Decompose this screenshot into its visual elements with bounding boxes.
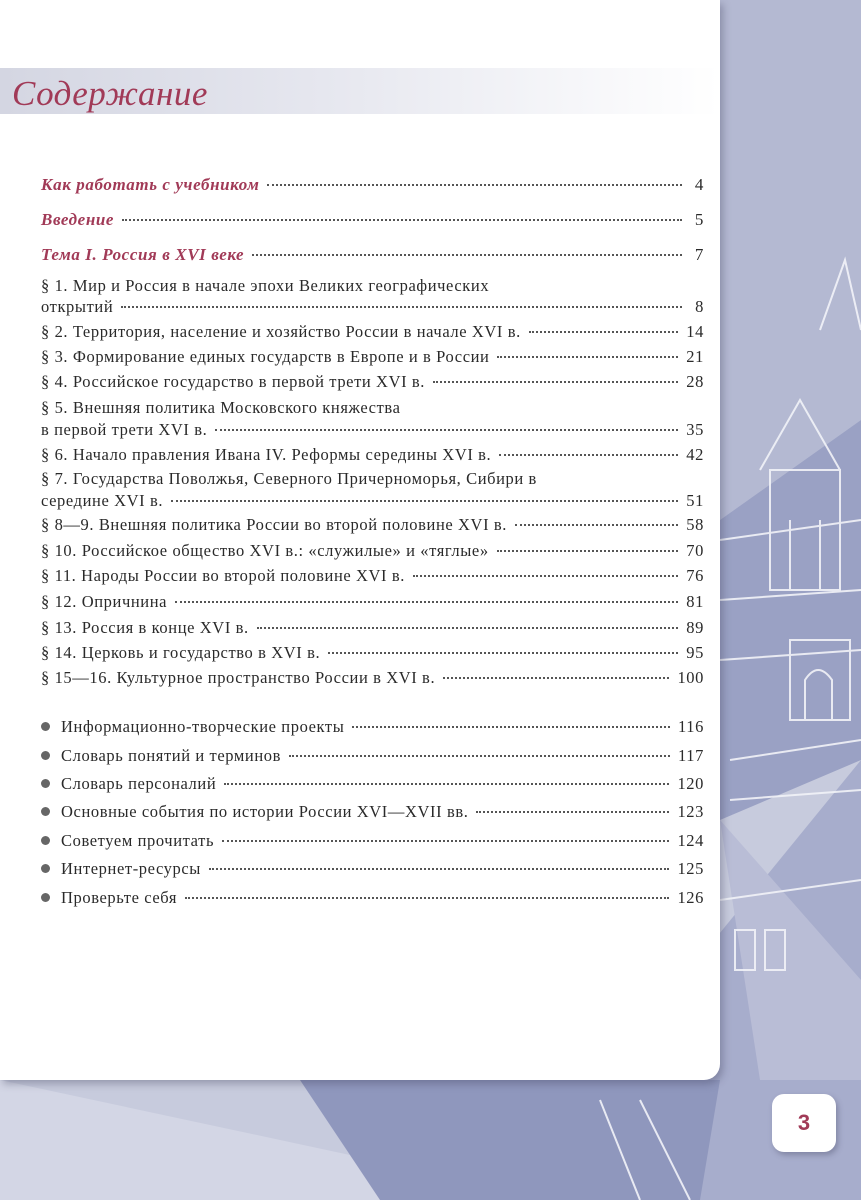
toc-section-8-9[interactable]	[41, 515, 704, 535]
toc-page-number: 70	[686, 541, 704, 560]
toc-page-number: 124	[677, 831, 704, 850]
toc-section-5[interactable]	[41, 420, 704, 440]
toc-section-title: § 3. Формирование единых государств в Европе и в России	[41, 347, 490, 366]
toc-page-number: 8	[695, 297, 704, 316]
toc-section-15-16[interactable]	[41, 668, 704, 688]
toc-heading-introduction[interactable]	[41, 210, 704, 230]
toc-section-4[interactable]	[41, 372, 704, 392]
toc-appendix-self-check[interactable]	[41, 888, 704, 908]
toc-section-title: § 4. Российское государство в первой трети XVI в.	[41, 372, 426, 391]
bullet-icon	[41, 836, 50, 845]
toc-appendix-internet[interactable]	[41, 859, 704, 879]
toc-section-7[interactable]	[41, 491, 704, 511]
leader-dots	[328, 652, 678, 654]
toc-page-number: 100	[677, 668, 704, 687]
toc-section-title: § 2. Территория, население и хозяйство России в начале XVI в.	[41, 322, 521, 341]
leader-dots	[209, 868, 669, 870]
toc-page-number: 76	[686, 566, 704, 585]
leader-dots	[257, 627, 679, 629]
leader-dots	[289, 755, 670, 757]
leader-dots	[499, 454, 678, 456]
toc-appendix-title: Советуем прочитать	[61, 831, 215, 850]
toc-page-number: 4	[694, 175, 704, 194]
toc-section-6[interactable]	[41, 445, 704, 465]
toc-appendix-title: Проверьте себя	[61, 888, 178, 907]
leader-dots	[171, 500, 678, 502]
page-title: Содержание	[12, 74, 208, 113]
toc-section-1[interactable]	[41, 297, 704, 317]
toc-section-title: § 13. Россия в конце XVI в.	[41, 618, 249, 637]
toc-appendix-glossary[interactable]	[41, 746, 704, 766]
toc-appendix-title: Интернет-ресурсы	[61, 859, 201, 878]
leader-dots	[497, 356, 678, 358]
toc-section-title: § 6. Начало правления Ивана IV. Реформы середины XVI в.	[41, 445, 492, 464]
toc-section-title: в первой трети XVI в.	[41, 420, 208, 439]
toc-section-title: § 10. Российское общество XVI в.: «служилые» и «тяглые»	[41, 541, 489, 560]
toc-section-title: § 8—9. Внешняя политика России во второй половине XVI в.	[41, 515, 508, 534]
toc-appendix-title: Информационно-творческие проекты	[61, 717, 345, 736]
leader-dots	[443, 677, 669, 679]
toc-heading-title: Введение	[41, 210, 115, 229]
leader-dots	[497, 550, 679, 552]
toc-appendix-persons[interactable]	[41, 774, 704, 794]
toc-page-number: 117	[678, 746, 704, 765]
leader-dots	[224, 783, 669, 785]
toc-section-title: середине XVI в.	[41, 491, 164, 510]
toc-appendix-title: Словарь понятий и терминов	[61, 746, 282, 765]
toc-page-number: 116	[678, 717, 704, 736]
toc-page-number: 125	[677, 859, 704, 878]
toc-appendix-reading[interactable]	[41, 831, 704, 851]
toc-appendix-title: Основные события по истории России XVI—XVII вв.	[61, 802, 469, 821]
leader-dots	[413, 575, 678, 577]
leader-dots	[352, 726, 670, 728]
toc-page-number: 5	[694, 210, 704, 229]
leader-dots	[175, 601, 678, 603]
toc-appendix-title: Словарь персоналий	[61, 774, 217, 793]
toc-page-number: 28	[686, 372, 704, 391]
leader-dots	[215, 429, 678, 431]
leader-dots	[252, 254, 682, 256]
leader-dots	[529, 331, 678, 333]
toc-page-number: 123	[677, 802, 704, 821]
toc-appendix-events[interactable]	[41, 802, 704, 822]
toc-heading-title: Тема I. Россия в XVI веке	[41, 245, 245, 264]
toc-page-number: 35	[686, 420, 704, 439]
toc-page-number: 126	[677, 888, 704, 907]
toc-section-13[interactable]	[41, 618, 704, 638]
toc-section-title: § 15—16. Культурное пространство России в XVI в.	[41, 668, 436, 687]
bullet-icon	[41, 722, 50, 731]
leader-dots	[515, 524, 678, 526]
toc-section-7-line1[interactable]: § 7. Государства Поволжья, Северного Причерноморья, Сибири в	[41, 469, 537, 488]
leader-dots	[476, 811, 669, 813]
bullet-icon	[41, 864, 50, 873]
toc-section-1-line1[interactable]: § 1. Мир и Россия в начале эпохи Великих географических	[41, 276, 490, 295]
toc-section-5-line1[interactable]: § 5. Внешняя политика Московского княжества	[41, 398, 401, 417]
toc-section-title: § 12. Опричнина	[41, 592, 168, 611]
leader-dots	[267, 184, 682, 186]
toc-heading-topic-1[interactable]	[41, 245, 704, 265]
toc-section-3[interactable]	[41, 347, 704, 367]
toc-section-2[interactable]	[41, 322, 704, 342]
toc-page-number: 51	[686, 491, 704, 510]
toc-page-number: 7	[694, 245, 704, 264]
bullet-icon	[41, 751, 50, 760]
toc-page-number: 81	[686, 592, 704, 611]
toc-heading-title: Как работать с учебником	[41, 175, 260, 194]
toc-page-number: 89	[686, 618, 704, 637]
toc-page-number: 42	[686, 445, 704, 464]
leader-dots	[121, 306, 682, 308]
leader-dots	[122, 219, 682, 221]
toc-section-title: § 14. Церковь и государство в XVI в.	[41, 643, 321, 662]
toc-section-12[interactable]	[41, 592, 704, 612]
toc-section-10[interactable]	[41, 541, 704, 561]
leader-dots	[185, 897, 669, 899]
toc-section-title: открытий	[41, 297, 114, 316]
toc-page-number: 120	[677, 774, 704, 793]
toc-heading-how-to-use[interactable]	[41, 175, 704, 195]
toc-section-11[interactable]	[41, 566, 704, 586]
toc-page-number: 58	[686, 515, 704, 534]
bullet-icon	[41, 893, 50, 902]
bullet-icon	[41, 807, 50, 816]
bullet-icon	[41, 779, 50, 788]
toc-page-number: 21	[686, 347, 704, 366]
toc-section-title: § 11. Народы России во второй половине XVI в.	[41, 566, 405, 585]
toc-appendix-projects[interactable]	[41, 717, 704, 737]
toc-page-number: 14	[686, 322, 704, 341]
page-number-badge: 3	[772, 1094, 836, 1152]
leader-dots	[433, 381, 678, 383]
leader-dots	[222, 840, 669, 842]
toc-section-14[interactable]	[41, 643, 704, 663]
toc-page-number: 95	[686, 643, 704, 662]
